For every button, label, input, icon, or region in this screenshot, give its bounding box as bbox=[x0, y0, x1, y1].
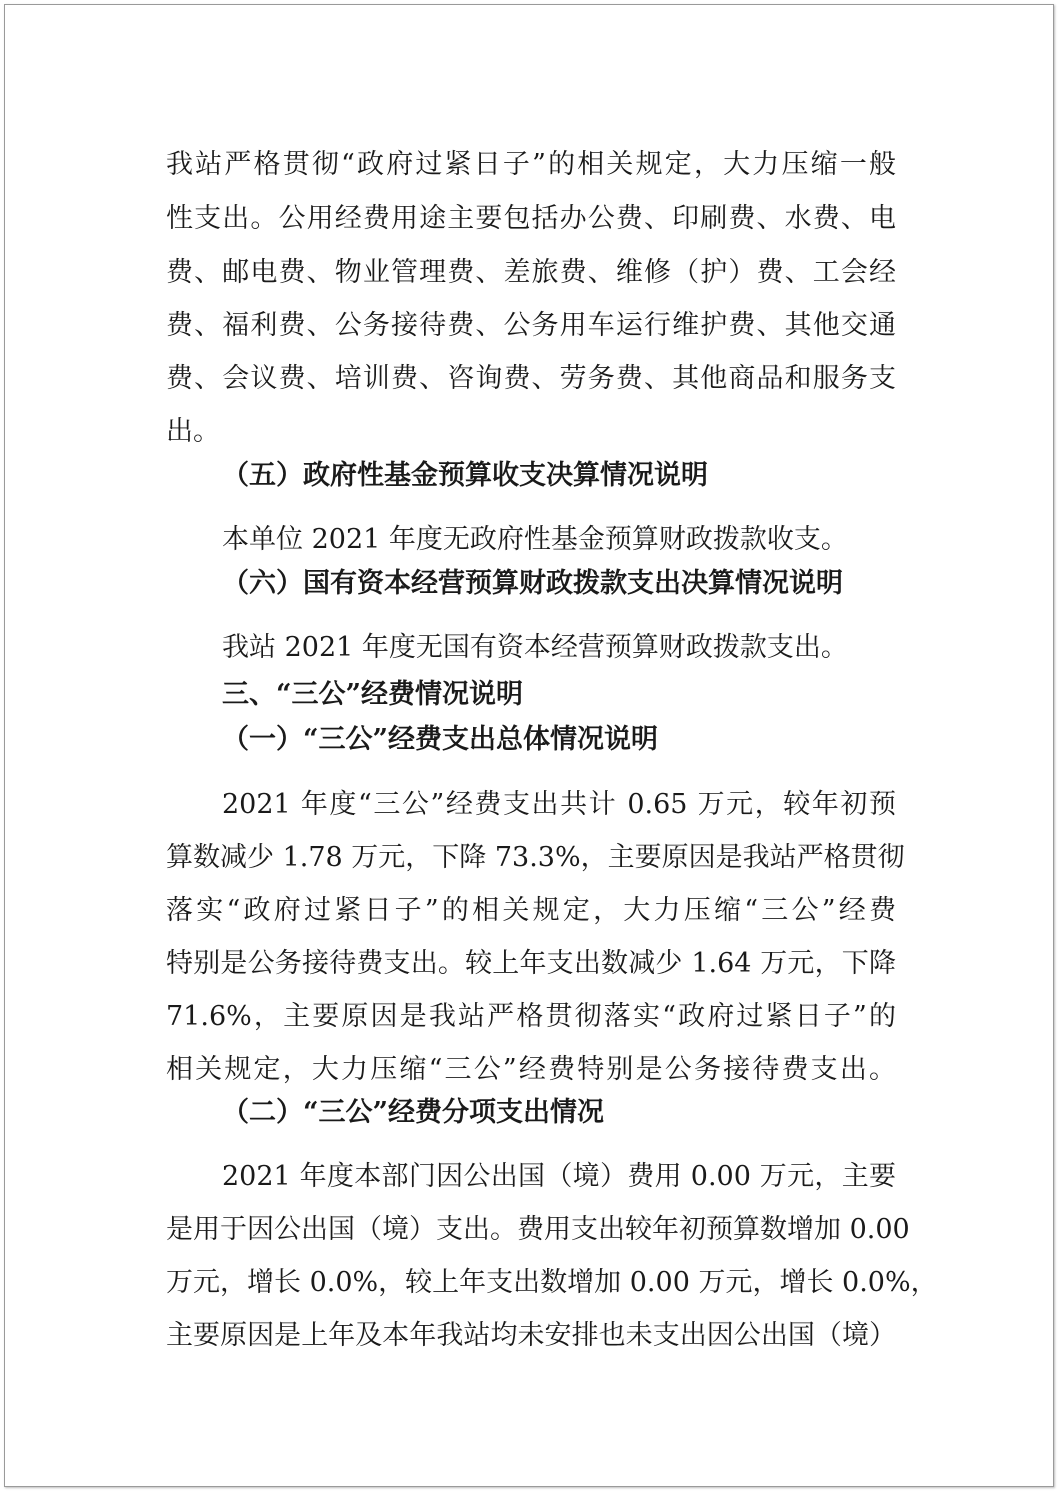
section-heading-6: （六）国有资本经营预算财政拨款支出决算情况说明 bbox=[222, 568, 843, 599]
body-line: 是用于因公出国（境）支出。费用支出较年初预算数增加 0.00 bbox=[166, 1214, 910, 1245]
body-line: 相关规定，大力压缩“三公”经费特别是公务接待费支出。 bbox=[166, 1054, 896, 1085]
body-line: 落实“政府过紧日子”的相关规定，大力压缩“三公”经费 bbox=[166, 895, 896, 926]
body-line: 特别是公务接待费支出。较上年支出数减少 1.64 万元，下降 bbox=[166, 948, 896, 979]
chapter-heading-3: 三、“三公”经费情况说明 bbox=[222, 679, 524, 710]
body-line: 主要原因是上年及本年我站均未安排也未支出因公出国（境） bbox=[166, 1320, 896, 1351]
body-line: 算数减少 1.78 万元，下降 73.3%，主要原因是我站严格贯彻 bbox=[166, 842, 905, 873]
section-heading-5: （五）政府性基金预算收支决算情况说明 bbox=[222, 460, 708, 491]
body-line: 出。 bbox=[166, 416, 220, 447]
body-line: 我站严格贯彻“政府过紧日子”的相关规定，大力压缩一般 bbox=[166, 149, 896, 180]
body-line: 我站 2021 年度无国有资本经营预算财政拨款支出。 bbox=[222, 632, 848, 663]
body-line: 71.6%，主要原因是我站严格贯彻落实“政府过紧日子”的 bbox=[166, 1001, 896, 1032]
body-line: 费、会议费、培训费、咨询费、劳务费、其他商品和服务支 bbox=[166, 363, 896, 394]
body-line: 万元，增长 0.0%，较上年支出数增加 0.00 万元，增长 0.0%， bbox=[166, 1267, 938, 1298]
body-line: 性支出。公用经费用途主要包括办公费、印刷费、水费、电 bbox=[166, 203, 896, 234]
body-line: 费、福利费、公务接待费、公务用车运行维护费、其他交通 bbox=[166, 310, 896, 341]
section-heading-1: （一）“三公”经费支出总体情况说明 bbox=[222, 724, 659, 755]
body-line: 本单位 2021 年度无政府性基金预算财政拨款收支。 bbox=[222, 524, 848, 555]
body-line: 2021 年度本部门因公出国（境）费用 0.00 万元，主要 bbox=[222, 1161, 896, 1192]
body-line: 费、邮电费、物业管理费、差旅费、维修（护）费、工会经 bbox=[166, 257, 896, 288]
section-heading-2: （二）“三公”经费分项支出情况 bbox=[222, 1097, 605, 1128]
body-line: 2021 年度“三公”经费支出共计 0.65 万元，较年初预 bbox=[222, 789, 896, 820]
